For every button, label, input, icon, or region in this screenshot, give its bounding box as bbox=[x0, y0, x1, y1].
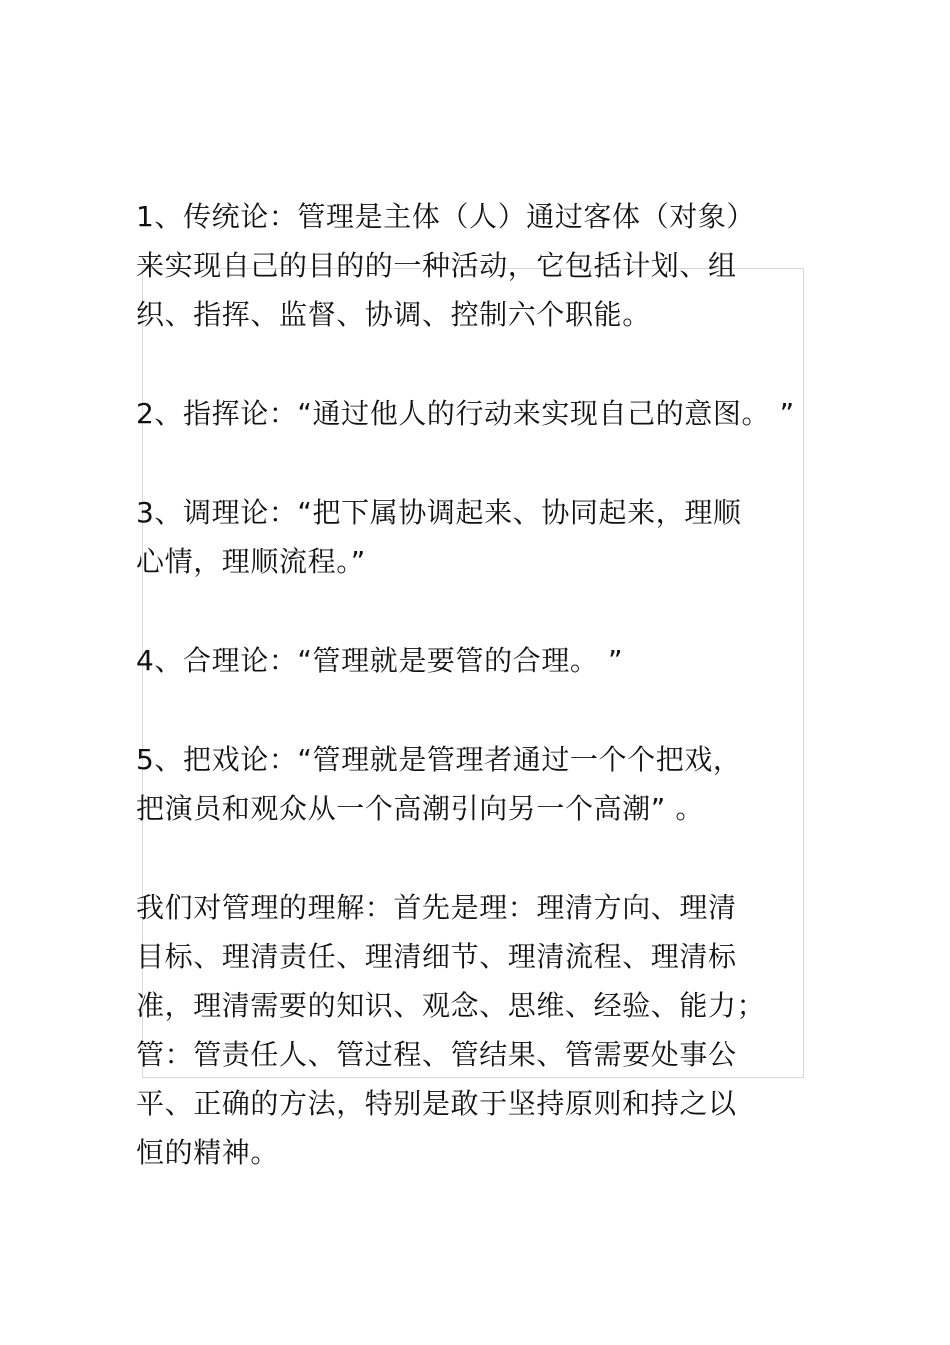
text-line: 把演员和观众从一个高潮引向另一个高潮” 。 bbox=[136, 792, 705, 825]
text-line: 3、调理论：“把下属协调起来、协同起来，理顺 bbox=[136, 496, 742, 529]
paragraph-gap bbox=[136, 438, 816, 488]
paragraph-reasonable-theory bbox=[136, 636, 816, 685]
document-body bbox=[136, 192, 816, 1177]
paragraph-our-understanding bbox=[136, 883, 816, 1177]
text-line: 我们对管理的理解：首先是理：理清方向、理清 bbox=[136, 891, 737, 924]
paragraph-gap bbox=[136, 685, 816, 735]
text-line: 织、指挥、监督、协调、控制六个职能。 bbox=[136, 298, 651, 331]
paragraph-coordination-theory bbox=[136, 488, 816, 586]
text-line: 2、指挥论：“通过他人的行动来实现自己的意图。 ” bbox=[136, 397, 795, 430]
text-line: 目标、理清责任、理清细节、理清流程、理清标 bbox=[136, 940, 737, 973]
text-line: 4、合理论：“管理就是要管的合理。 ” bbox=[136, 644, 624, 677]
text-line: 平、正确的方法，特别是敢于坚持原则和持之以 bbox=[136, 1087, 737, 1120]
paragraph-gap bbox=[136, 833, 816, 883]
paragraph-command-theory bbox=[136, 389, 816, 438]
text-line: 准，理清需要的知识、观念、思维、经验、能力； bbox=[136, 989, 766, 1022]
paragraph-traditional-theory bbox=[136, 192, 816, 339]
text-line: 1、传统论：管理是主体（人）通过客体（对象） bbox=[136, 200, 756, 233]
paragraph-trick-theory bbox=[136, 735, 816, 833]
paragraph-gap bbox=[136, 586, 816, 636]
text-line: 管：管责任人、管过程、管结果、管需要处事公 bbox=[136, 1038, 737, 1071]
text-line: 心情，理顺流程。” bbox=[136, 545, 366, 578]
text-line: 5、把戏论：“管理就是管理者通过一个个把戏， bbox=[136, 743, 742, 776]
paragraph-gap bbox=[136, 339, 816, 389]
text-line: 来实现自己的目的的一种活动，它包括计划、组 bbox=[136, 249, 737, 282]
text-line: 恒的精神。 bbox=[136, 1136, 280, 1169]
